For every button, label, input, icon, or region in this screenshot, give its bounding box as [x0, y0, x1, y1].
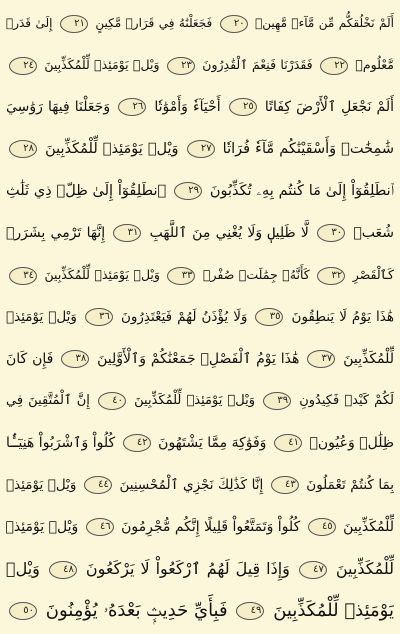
text-line	[6, 46, 394, 84]
text-line	[6, 508, 394, 546]
verse-text: وَيْلٞ	[6, 559, 40, 578]
ayah-number-marker: ٣١	[113, 224, 141, 242]
verse-text: وَيْلٞ يَوْمَئِذٖ	[6, 477, 77, 493]
ayah-number-marker: ٤٨	[49, 561, 77, 579]
verse-text: وَفَوَٰكِهَ مِمَّا يَشْتَهُونَ	[158, 435, 267, 451]
ayah-number-marker: ٢٧	[187, 140, 215, 158]
ayah-number-marker: ٢٠	[220, 15, 248, 33]
verse-text: ظِلَٰلٖ وَعُيُونٖ	[309, 435, 394, 451]
ayah-number-marker: ٢٤	[9, 57, 37, 75]
verse-text: لَكُمْ كَيْدٞ فَكِيدُونِ	[299, 393, 394, 408]
ayah-number-marker: ٣٧	[307, 350, 335, 368]
verse-text: شُعَبٖ	[353, 225, 394, 241]
text-line	[6, 4, 394, 42]
ayah-number-marker: ٣٥	[255, 308, 283, 326]
verse-text: فَقَدَرْنَا فَنِعْمَ ٱلْقَٰدِرُونَ	[202, 57, 313, 72]
verse-text: كَأَنَّهُۥ جِمَٰلَتٞ صُفْرٞ	[203, 267, 310, 282]
text-line	[6, 424, 394, 462]
ayah-number-marker: ٣٠	[317, 224, 345, 242]
text-line	[6, 466, 394, 504]
verse-text: يَوْمَئِذٖ لِّلْمُكَذِّبِينَ	[273, 600, 394, 621]
text-line	[6, 214, 394, 252]
verse-text: لِّلْمُكَذِّبِينَ	[343, 519, 394, 535]
verse-text: وَإِذَا قِيلَ لَهُمُ ٱرْكَعُواْ لَا يَرْكَعُونَ	[85, 559, 290, 578]
verse-text: بِمَا كُنتُمْ تَعْمَلُونَ	[306, 477, 394, 493]
verse-text: إِنَّ ٱلْمُتَّقِينَ فِي	[6, 393, 90, 408]
text-line	[6, 88, 394, 126]
ayah-number-marker: ٢١	[60, 15, 88, 33]
verse-text: وَجَعَلْنَا فِيهَا رَوَٰسِيَ	[6, 99, 111, 115]
verse-text: لِّلْمُكَذِّبِينَ	[343, 351, 394, 367]
ayah-number-marker: ٢٦	[118, 98, 146, 116]
ayah-number-marker: ٤١	[274, 434, 302, 452]
verse-text: لِّلْمُكَذِّبِينَ	[335, 559, 394, 578]
ayah-number-marker: ٤٤	[84, 476, 112, 494]
ayah-number-marker: ٤٦	[86, 518, 114, 536]
verse-text: مَّعْلُومٖ	[355, 57, 394, 72]
verse-text: إِنَّهَا تَرْمِي بِشَرَرٖ	[6, 225, 106, 241]
ayah-number-marker: ٢٣	[167, 57, 195, 75]
ayah-number-marker: ٤٩	[236, 602, 264, 620]
verse-text: فَجَعَلْنَٰهُ فِي قَرَارٖ مَّكِينٍ	[95, 16, 213, 30]
ayah-number-marker: ٤٥	[308, 518, 336, 536]
verse-text: كُلُواْ وَتَمَتَّعُواْ قَلِيلًا إِنَّكُم مُّجْرِمُونَ	[121, 519, 301, 535]
ayah-number-marker: ٢٩	[174, 182, 202, 200]
verse-text: أَلَمْ نَخْلُقكُّم مِّن مَّآءٖ مَّهِينٖ	[255, 16, 394, 30]
ayah-number-marker: ٢٥	[229, 98, 257, 116]
verse-text: وَيْلٞ يَوْمَئِذٖ لِّلْمُكَذِّبِينَ	[134, 393, 255, 408]
ayah-number-marker: ٤٠	[98, 392, 126, 410]
verse-text: ٱنطَلِقُوٓاْ إِلَىٰ مَا كُنتُم بِهِۦ تُكَذِّبُونَ	[209, 183, 394, 199]
verse-text: وَيْلٞ يَوْمَئِذٖ	[6, 519, 79, 535]
ayah-number-marker: ٢٢	[320, 57, 348, 75]
ayah-number-marker: ٣٨	[61, 350, 89, 368]
verse-text: إِلَىٰ قَدَرٖ	[6, 16, 53, 30]
verse-text: كُلُواْ وَٱشْرَبُواْ هَنِيٓـَٔۢا	[6, 435, 116, 451]
verse-text: ٱنطَلِقُوٓاْ إِلَىٰ ظِلّٖ ذِي ثَلَٰثِ	[6, 183, 167, 199]
ayah-number-marker: ٣٩	[263, 392, 291, 410]
text-line	[6, 340, 394, 378]
text-line	[6, 550, 394, 588]
ayah-number-marker: ٤٧	[299, 561, 327, 579]
verse-text: هَٰذَا يَوْمُ ٱلْفَصْلِۖ جَمَعْنَٰكُمْ وَٱلْأَوَّلِينَ	[97, 351, 300, 367]
ayah-number-marker: ٥٠	[9, 602, 37, 620]
ayah-number-marker: ٣٣	[167, 267, 195, 285]
text-line	[6, 130, 394, 168]
text-line	[6, 592, 394, 630]
text-line	[6, 172, 394, 210]
verse-text: وَلَا يُؤْذَنُ لَهُمْ فَيَعْتَذِرُونَ	[120, 309, 248, 325]
ayah-number-marker: ٤٣	[271, 476, 299, 494]
verse-text: أَحْيَآءٗ وَأَمْوَٰتٗا	[154, 99, 221, 115]
verse-text: إِنَّا كَذَٰلِكَ نَجْزِي ٱلْمُحْسِنِينَ	[119, 477, 264, 493]
ayah-number-marker: ٤٢	[123, 434, 151, 452]
verse-text: أَلَمْ نَجْعَلِ ٱلْأَرْضَ كِفَاتًا	[264, 99, 394, 115]
ayah-number-marker: ٢٨	[9, 140, 37, 158]
ayah-number-marker: ٣٤	[9, 267, 37, 285]
verse-text: وَيْلٞ يَوْمَئِذٖ لِّلْمُكَذِّبِينَ	[45, 141, 179, 157]
ayah-number-marker: ٣٦	[85, 308, 113, 326]
text-line	[6, 298, 394, 336]
ayah-number-marker: ٣٢	[317, 267, 345, 285]
verse-text: كَٱلْقَصْرِ	[352, 267, 394, 282]
verse-text: فَبِأَيِّ حَدِيثِۭ بَعْدَهُۥ يُؤْمِنُونَ	[45, 600, 228, 621]
text-line	[6, 382, 394, 420]
verse-text: وَيْلٞ يَوْمَئِذٖ	[6, 309, 77, 325]
text-line	[6, 256, 394, 294]
verse-text: فَإِن كَانَ	[6, 351, 54, 367]
verse-text: وَيْلٞ يَوْمَئِذٖ لِّلْمُكَذِّبِينَ	[44, 57, 160, 72]
verse-text: هَٰذَا يَوْمُ لَا يَنطِقُونَ	[291, 309, 394, 325]
verse-text: لَّا ظَلِيلٖ وَلَا يُغْنِي مِنَ ٱللَّهَبِ	[149, 225, 309, 241]
verse-text: وَيْلٞ يَوْمَئِذٖ لِّلْمُكَذِّبِينَ	[44, 267, 160, 282]
verse-text: شَٰمِخَٰتٖ وَأَسْقَيْنَٰكُم مَّآءٗ فُرَاتٗا	[222, 141, 394, 157]
